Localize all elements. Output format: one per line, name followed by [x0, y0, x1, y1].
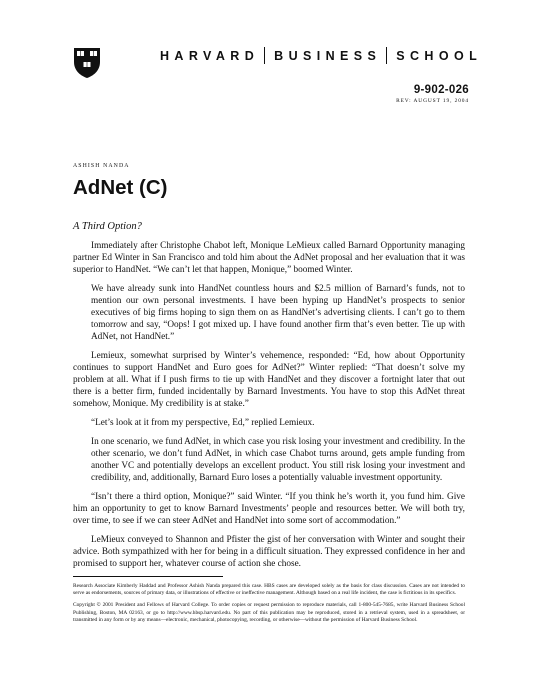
case-body [73, 240, 465, 577]
footnote-block [73, 583, 465, 629]
footnote-divider [73, 576, 223, 577]
wordmark-divider [264, 47, 265, 64]
harvard-shield-icon [73, 47, 101, 79]
body-paragraph: LeMieux conveyed to Shannon and Pfister the gist of her conversation with Winter and sought their advice. Both sympathized with her for being in a difficult situation. They expressed confidence in her and promised to support her, whatever course of action she chose. [73, 535, 465, 569]
school-wordmark [160, 47, 482, 64]
case-number: 9-902-026 [413, 84, 469, 96]
section-heading: A Third Option? [73, 221, 142, 232]
author-name: ASHISH NANDA [73, 163, 130, 169]
block-quote: In one scenario, we fund AdNet, in which case you risk losing your investment and credibility. In the other scenario, we don’t fund AdNet, in which case Chabot turns around, gets ample funding from another VC and potentially develops an excellent product. You still risk losing your investment and credibility, and, additionally, Barnard Euro loses a potentially valuable investment opportunity. [91, 437, 465, 483]
footnote-copyright: Copyright © 2001 President and Fellows of Harvard College. To order copies or request permission to reproduce materials, call 1-800-545-7685, write Harvard Business School Publishing, Boston, MA 02163, or go to http://www.hbsp.harvard.edu. No part of this publication may be reproduced, stored in a retrieval system, used in a spreadsheet, or transmitted in any form or by any means—electronic, mechanical, photocopying, recording, or otherwise—without the permission of Harvard Business School. [73, 602, 465, 623]
wordmark-business: BUSINESS [274, 48, 382, 63]
body-paragraph: Immediately after Christophe Chabot left, Monique LeMieux called Barnard Opportunity managing partner Ed Winter in San Francisco and told him about the AdNet proposal and her evaluation that it was superior to HandNet. “We can’t let that happen, Monique,” boomed Winter. [73, 241, 465, 275]
wordmark-school: SCHOOL [396, 48, 483, 63]
body-paragraph: Lemieux, somewhat surprised by Winter’s vehemence, responded: “Ed, how about Opportunity continues to support HandNet and Euro goes for AdNet?” Winter replied: “That doesn’t solve my problem at all. What if I push firms to tie up with HandNet and they discover a fortnight later that out there is a better firm, funded incidentally by Barnard Investments. You have to stop this AdNet threat somehow, Monique. My credibility is at stake.” [73, 351, 465, 409]
case-title: AdNet (C) [73, 176, 168, 199]
footnote-authors: Research Associate Kimberly Haddad and Professor Ashish Nanda prepared this case. HBS cases are developed solely as the basis for class discussion. Cases are not intended to serve as endorsements, sources of primary data, or illustrations of effective or ineffective management. Although based on a real life incident, the case is fictitious in its specifics. [73, 583, 465, 597]
block-quote: We have already sunk into HandNet countless hours and $2.5 million of Barnard’s funds, not to mention our own personal investments. I have been hyping up HandNet’s prospects to senior executives of big firms hoping to sign them on as HandNet’s advertising clients. I can’t go to them tomorrow and say, “Oops! I got mixed up. I have found another firm that’s even better. Tie up with AdNet, not HandNet.” [91, 284, 465, 342]
wordmark-harvard: HARVARD [160, 48, 260, 63]
wordmark-divider [386, 47, 387, 64]
revision-date: REV: AUGUST 19, 2004 [396, 98, 469, 104]
body-paragraph: “Let’s look at it from my perspective, Ed,” replied Lemieux. [91, 418, 315, 428]
body-paragraph: “Isn’t there a third option, Monique?” said Winter. “If you think he’s worth it, you fund him. Give him an opportunity to get to know Barnard Investments’ people and resources better. We will both try, over time, to see if we can steer AdNet and HandNet into some sort of accommodation.” [73, 492, 465, 526]
